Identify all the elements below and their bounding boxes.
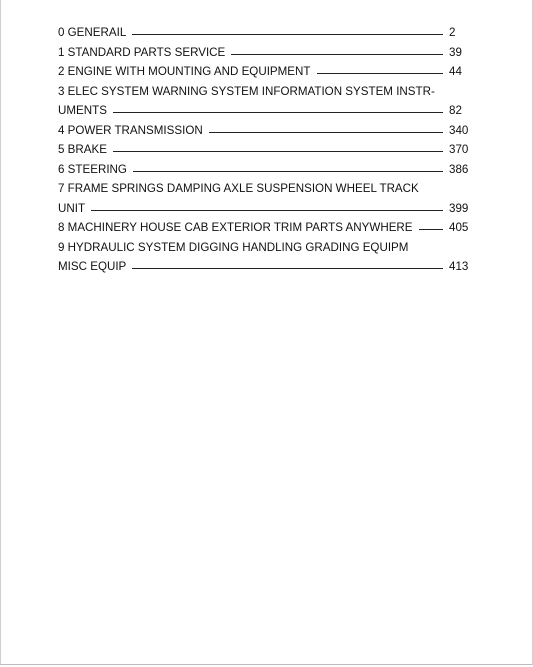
toc-entry-line <box>58 43 471 63</box>
toc-entry[interactable] <box>58 160 471 180</box>
toc-page-number: 413 <box>449 260 469 274</box>
toc-leader-line <box>231 54 443 55</box>
toc-entry[interactable] <box>58 62 471 82</box>
table-of-contents <box>58 23 471 277</box>
toc-page-number: 340 <box>449 123 469 137</box>
toc-entry[interactable] <box>58 140 471 160</box>
toc-leader-line <box>113 151 443 152</box>
toc-entry-title-text: 9 HYDRAULIC SYSTEM DIGGING HANDLING GRADING EQUIPM <box>58 240 409 254</box>
toc-entry-title-line <box>58 179 471 199</box>
toc-entry[interactable] <box>58 23 471 43</box>
toc-entry[interactable] <box>58 43 471 63</box>
toc-entry-line <box>58 140 471 160</box>
toc-leader-line <box>317 73 444 74</box>
toc-entry-line <box>58 199 471 219</box>
toc-entry-title-text: 3 ELEC SYSTEM WARNING SYSTEM INFORMATION SYSTEM INSTR- <box>58 84 435 98</box>
toc-entry[interactable] <box>58 121 471 141</box>
toc-entry[interactable] <box>58 82 471 121</box>
toc-page-number: 386 <box>449 162 469 176</box>
toc-entry-title: 8 MACHINERY HOUSE CAB EXTERIOR TRIM PARTS ANYWHERE <box>58 221 413 235</box>
toc-entry-title-line <box>58 238 471 258</box>
toc-leader-line <box>91 210 443 211</box>
toc-entry-title-line <box>58 82 471 102</box>
toc-entry-line <box>58 160 471 180</box>
toc-entry[interactable] <box>58 218 471 238</box>
toc-entry-line <box>58 121 471 141</box>
toc-entry-title: UMENTS <box>58 104 107 118</box>
toc-entry-title: 5 BRAKE <box>58 143 107 157</box>
toc-entry-title-text: 7 FRAME SPRINGS DAMPING AXLE SUSPENSION WHEEL TRACK <box>58 182 419 196</box>
toc-leader-line <box>113 112 443 113</box>
toc-page-number: 399 <box>449 201 469 215</box>
toc-entry-line <box>58 101 471 121</box>
toc-entry-title: 4 POWER TRANSMISSION <box>58 123 203 137</box>
toc-entry-line <box>58 257 471 277</box>
toc-leader-line <box>132 268 443 269</box>
toc-entry-title: MISC EQUIP <box>58 260 127 274</box>
toc-page-number: 405 <box>449 221 469 235</box>
toc-page-number: 39 <box>449 45 462 59</box>
toc-entry-line <box>58 218 471 238</box>
toc-entry-title: UNIT <box>58 201 86 215</box>
toc-leader-line <box>133 171 443 172</box>
toc-entry-title: 1 STANDARD PARTS SERVICE <box>58 45 226 59</box>
toc-page-number: 82 <box>449 104 462 118</box>
toc-page-number: 44 <box>449 65 462 79</box>
toc-entry-title: 2 ENGINE WITH MOUNTING AND EQUIPMENT <box>58 65 311 79</box>
toc-entry[interactable] <box>58 238 471 277</box>
toc-page-number: 2 <box>449 26 456 40</box>
toc-leader-line <box>209 132 443 133</box>
toc-entry-line <box>58 23 471 43</box>
toc-entry[interactable] <box>58 179 471 218</box>
toc-leader-line <box>132 34 443 35</box>
toc-entry-title: 0 GENERAIL <box>58 26 127 40</box>
toc-leader-line <box>419 229 443 230</box>
toc-entry-line <box>58 62 471 82</box>
toc-entry-title: 6 STEERING <box>58 162 127 176</box>
toc-page-number: 370 <box>449 143 469 157</box>
